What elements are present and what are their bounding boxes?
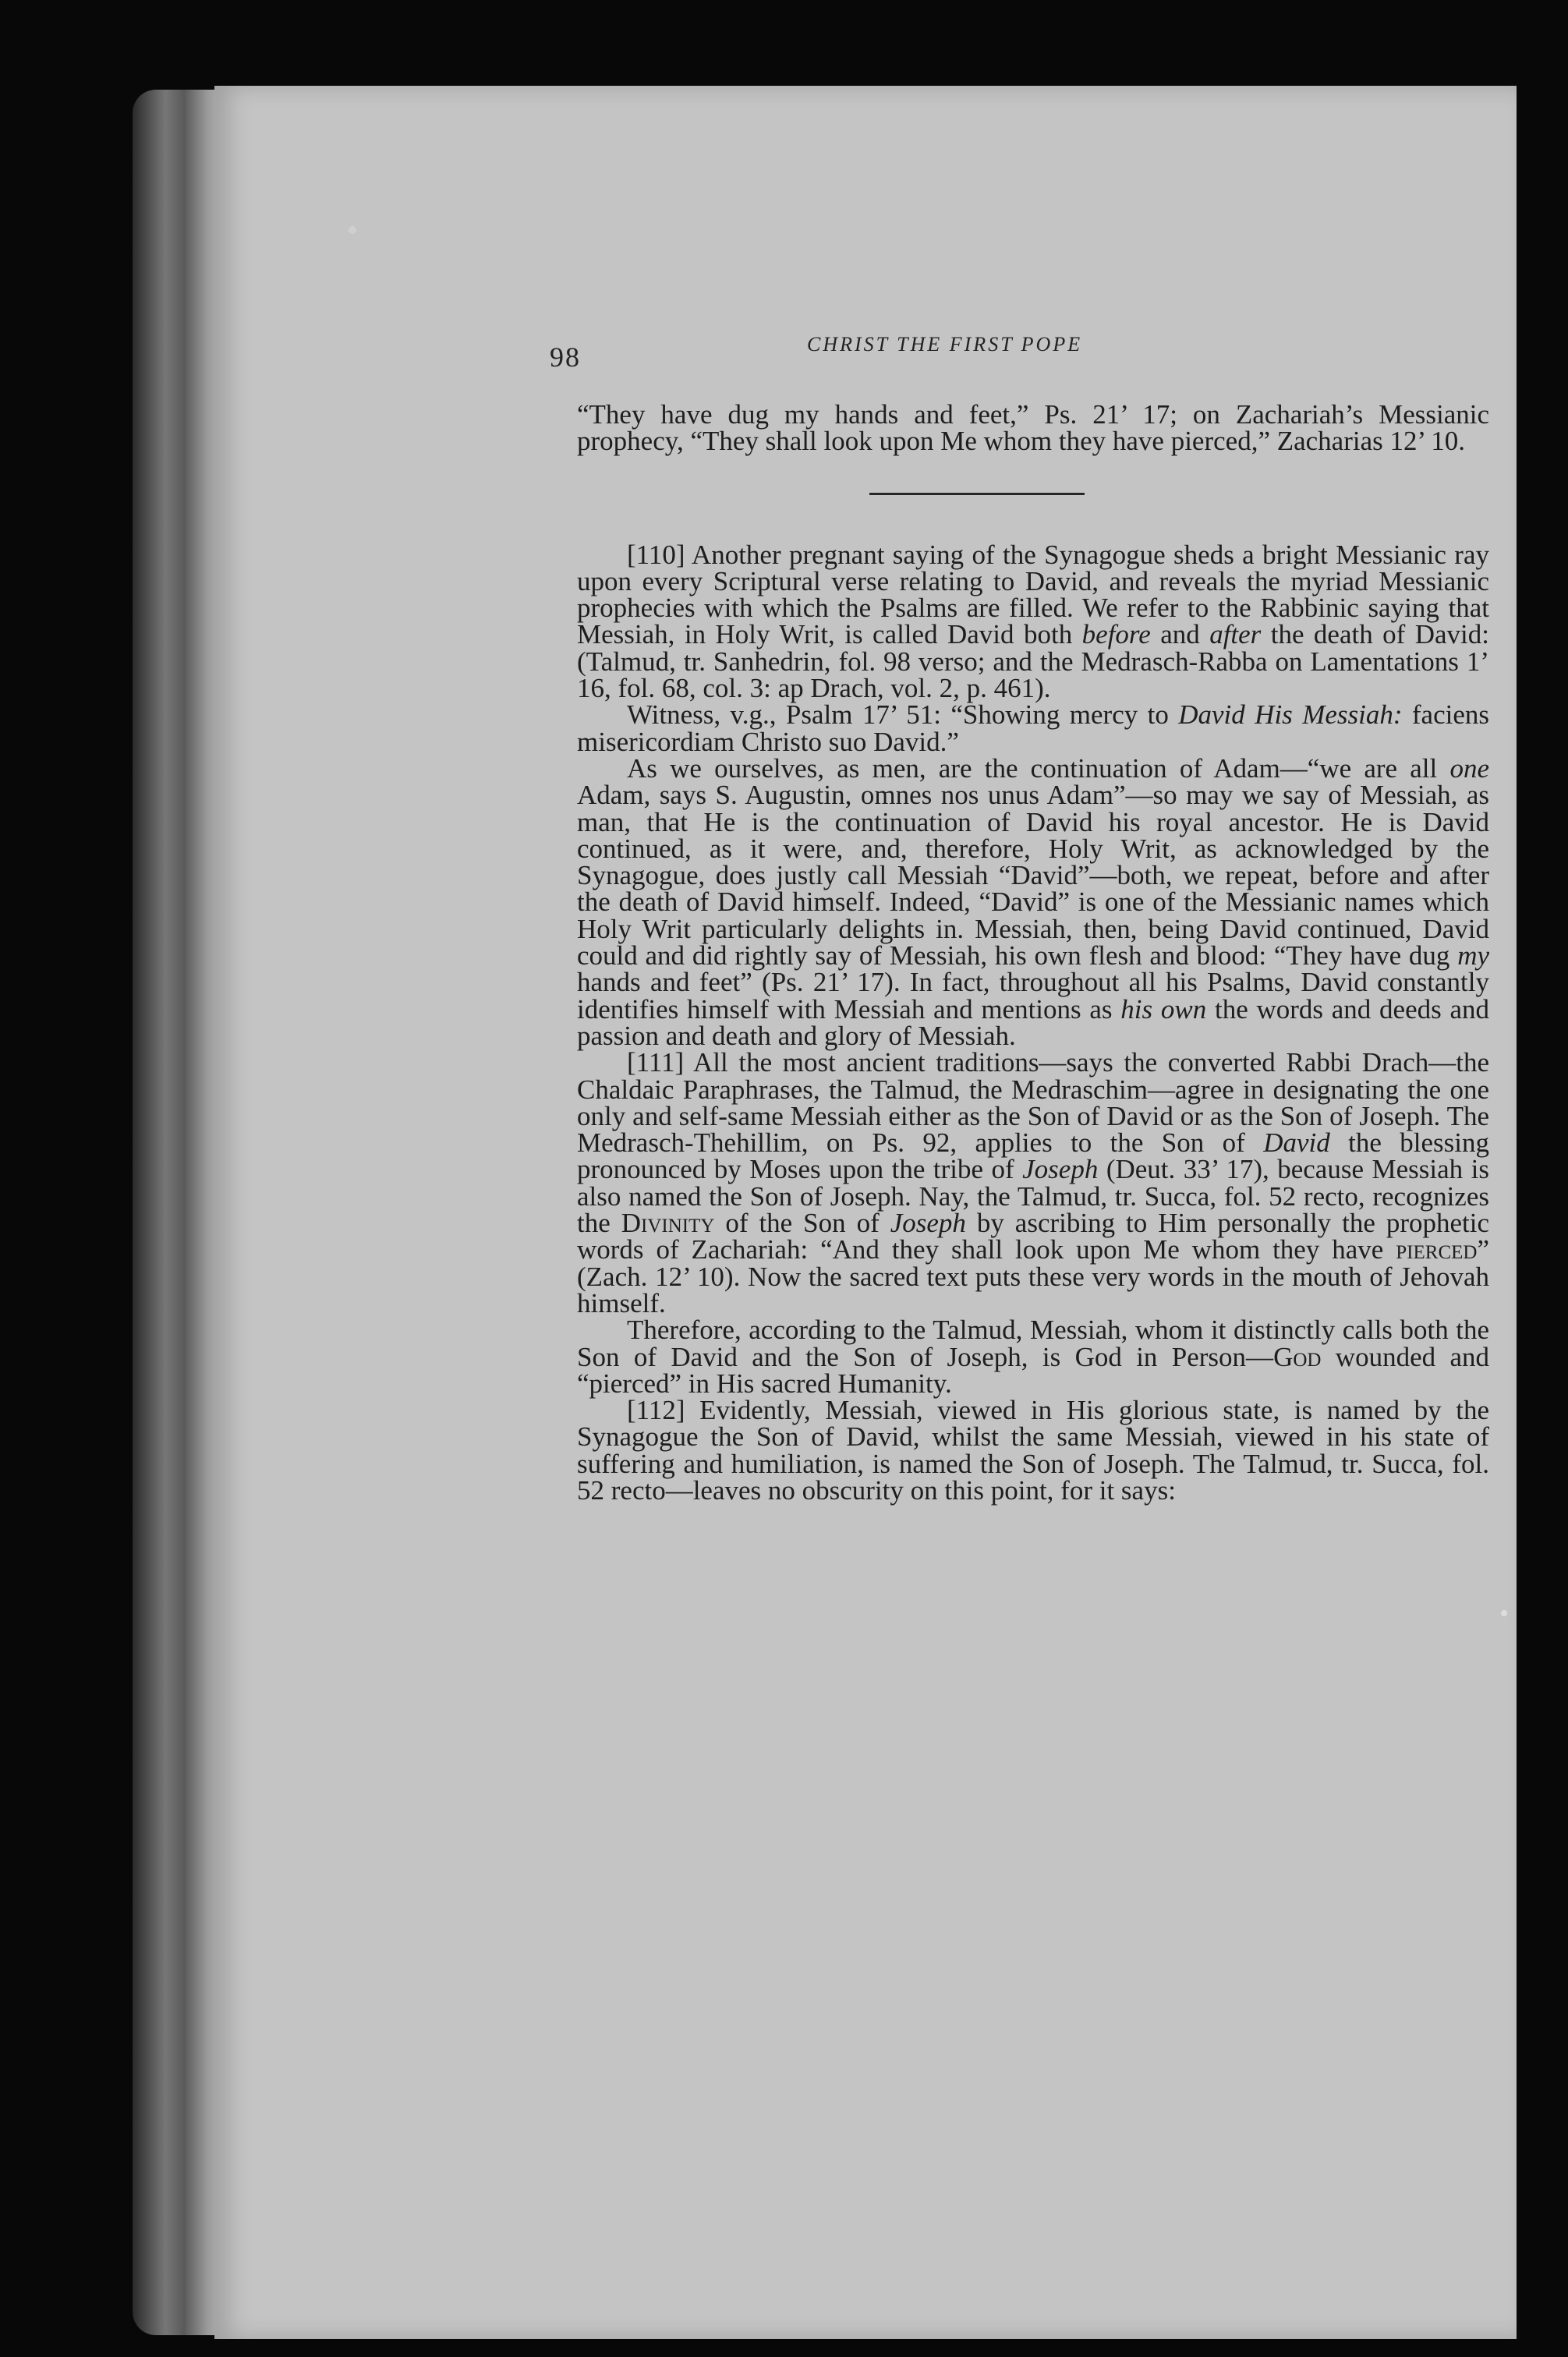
speck — [349, 226, 356, 234]
paragraph-adam: As we ourselves, as men, are the continuation of Adam—“we are all one Adam, says S. Augustin, omnes nos unus Adam”—so may we say of Messiah, as man, that He is the continuation of David his royal ancestor. He is David continued, as it were, and, therefore, Holy Writ, as acknowledged by the Synagogue, does justly call Messiah “David”—both, we repeat, before and after the death of David himself. Indeed, “David” is one of the Messianic names which Holy Writ particularly delights in. Messiah, then, being David continued, David could and did rightly say of Messiah, his own flesh and blood: “They have dug my hands and feet” (Ps. 21’ 17). In fact, throughout all his Psalms, David constantly identifies himself with Messiah and mentions as his own the words and deeds and passion and death and glory of Messiah. — [577, 752, 1489, 1051]
body-text — [577, 399, 1490, 1506]
paragraph-111: [111] All the most ancient traditions—says the converted Rabbi Drach—the Chaldaic Paraphrases, the Talmud, the Medraschim—agree in designating the one only and self-same Messiah either as the Son of David or as the Son of Joseph. The Medrasch-Thehillim, on Ps. 92, applies to the Son of David the blessing pronounced by Moses upon the tribe of Joseph (Deut. 33’ 17), because Messiah is also named the Son of Joseph. Nay, the Talmud, tr. Succa, fol. 52 recto, recognizes the Divinity of the Son of Joseph by ascribing to Him personally the prophetic words of Zachariah: “And they shall look upon Me whom they have pierced” (Zach. 12’ 10). Now the sacred text puts these very words in the mouth of Jehovah himself. — [577, 1047, 1489, 1318]
paragraph-therefore: Therefore, according to the Talmud, Messiah, whom it distinctly calls both the Son of David and the Son of Joseph, is God in Person—God wounded and “pierced” in His sacred Humanity. — [577, 1315, 1489, 1399]
paragraph-112: [112] Evidently, Messiah, viewed in His glorious state, is named by the Synagogue the Son of David, whilst the same Messiah, viewed in his state of suffering and humiliation, is named the Son of Joseph. The Talmud, tr. Succa, fol. 52 recto—leaves no obscurity on this point, for it says: — [577, 1395, 1489, 1506]
paragraph-110: [110] Another pregnant saying of the Synagogue sheds a bright Messianic ray upon every Scriptural verse relating to David, and reveals the myriad Messianic prophecies with which the Psalms are filled. We refer to the Rabbinic saying that Messiah, in Holy Writ, is called David both before and after the death of David: (Talmud, tr. Sanhedrin, fol. 98 verso; and the Medrasch-Rabba on Lamentations 1’ 16, fol. 68, col. 3: ap Drach, vol. 2, p. 461). — [577, 539, 1490, 704]
running-head — [550, 331, 1485, 378]
running-title: CHRIST THE FIRST POPE — [807, 333, 1083, 356]
page-edge — [133, 90, 226, 2335]
paragraph-continued: “They have dug my hands and feet,” Ps. 21’ 17; on Zachariah’s Messianic prophecy, “They shall look upon Me whom they have pierced,” Zacharias 12’ 10. — [577, 399, 1489, 457]
page-number: 98 — [550, 342, 581, 373]
speck — [1501, 1610, 1507, 1616]
paragraph-witness: Witness, v.g., Psalm 17’ 51: “Showing mercy to David His Messiah: faciens misericordiam Christo suo David.” — [577, 699, 1489, 757]
